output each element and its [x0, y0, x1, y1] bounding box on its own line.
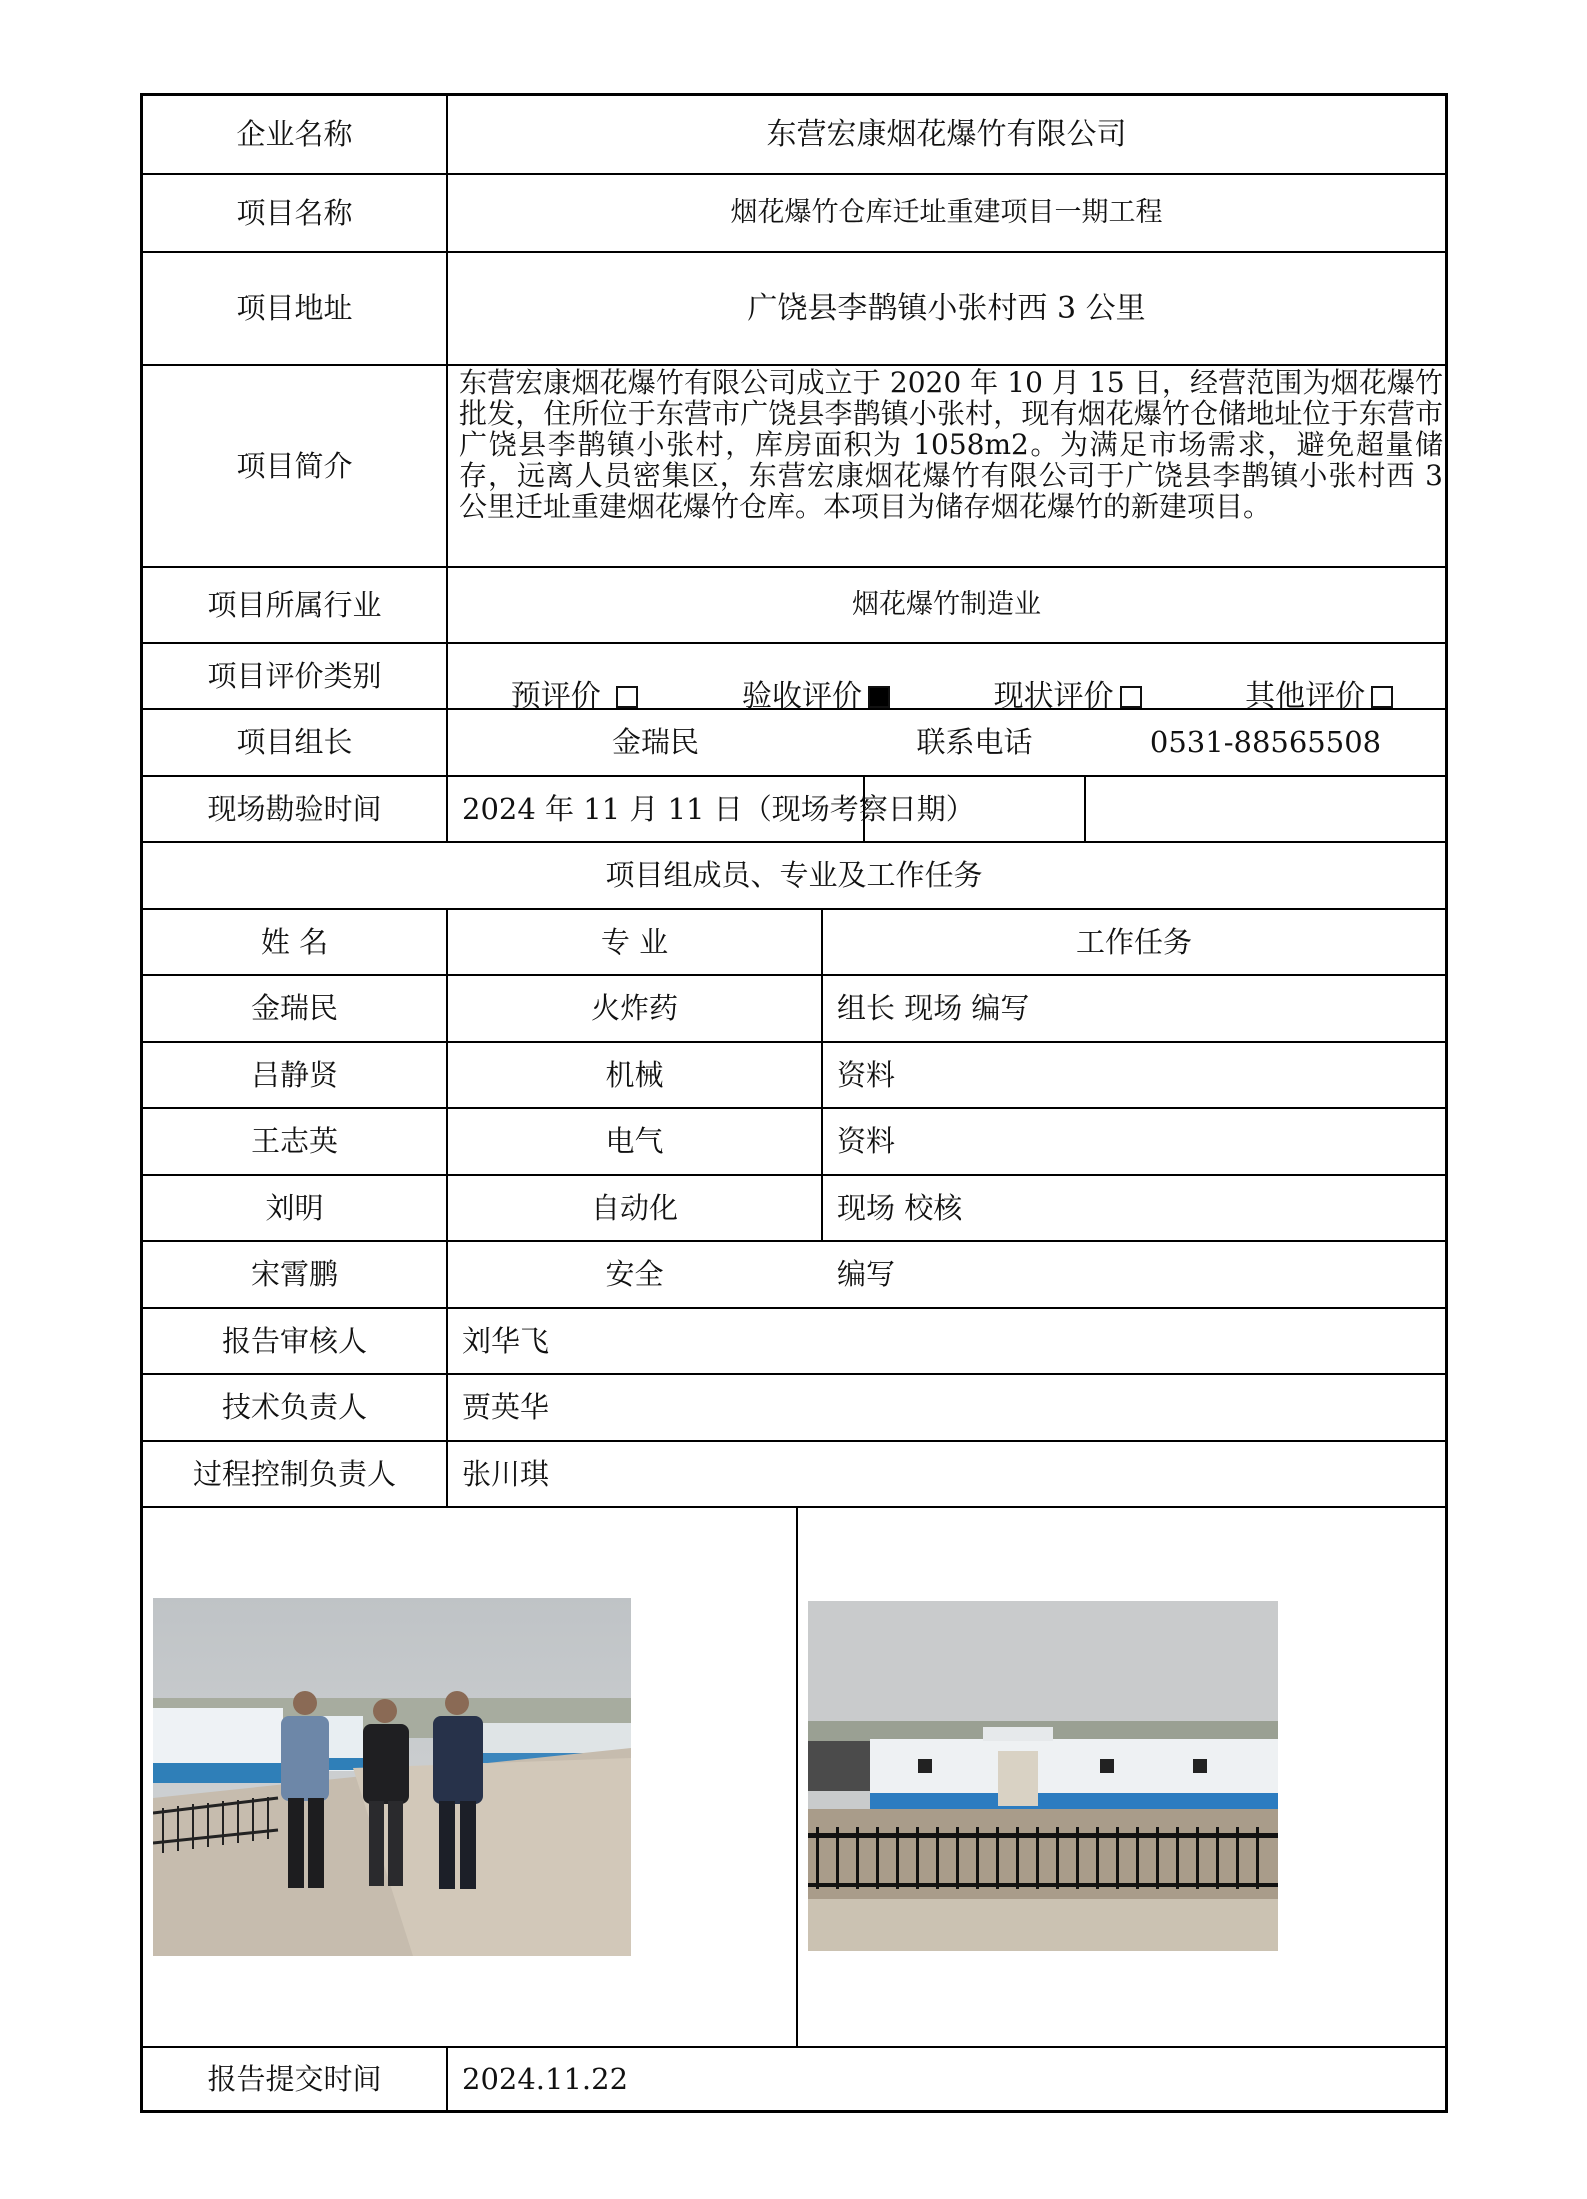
row-divider	[143, 1506, 1445, 1508]
member-task: 资料	[837, 1124, 896, 1159]
industry-value: 烟花爆竹制造业	[852, 588, 1041, 620]
members-header-major: 专 业	[600, 924, 669, 959]
member-task: 现场 校核	[837, 1190, 963, 1225]
survey-time-value: 2024 年 11 月 11 日（现场考察日期）	[462, 791, 975, 826]
leader-label: 项目组长	[236, 725, 353, 760]
member-major: 机械	[605, 1057, 664, 1092]
members-header-name: 姓 名	[260, 924, 329, 959]
submit-time-label: 报告提交时间	[207, 2061, 382, 2096]
reviewer-value: 刘华飞	[462, 1323, 550, 1358]
member-major: 电气	[605, 1124, 664, 1159]
evaluation-form-table	[140, 93, 1448, 2113]
site-photo-team-image	[153, 1598, 631, 1956]
project-intro-text: 东营宏康烟花爆竹有限公司成立于 2020 年 10 月 15 日，经营范围为烟花爆竹批发，住所位于东营市广饶县李鹊镇小张村，现有烟花爆竹仓储地址位于东营市广饶县李鹊镇小张村，库房面积为 1058m2。为满足市场需求，避免超量储存，远离人员密集区，东营宏康烟花爆竹有限公司于广饶县李鹊镇小张村西 3 公里迁址重建烟花爆竹仓库。本项目为储存烟花爆竹的新建项目。	[459, 366, 1443, 523]
member-task: 组长 现场 编写	[837, 991, 1030, 1026]
members-section-title: 项目组成员、专业及工作任务	[605, 858, 983, 893]
reviewer-label: 报告审核人	[221, 1323, 367, 1358]
project-intro-label: 项目简介	[236, 448, 353, 483]
company-label: 企业名称	[236, 117, 353, 152]
checkbox-unchecked-icon[interactable]	[1371, 686, 1393, 708]
member-task: 编写	[837, 1257, 896, 1292]
project-name-value: 烟花爆竹仓库迁址重建项目一期工程	[730, 196, 1163, 228]
checkbox-unchecked-icon[interactable]	[616, 686, 638, 708]
eval-option-acceptance[interactable]: 验收评价	[742, 671, 890, 715]
eval-option-other[interactable]: 其他评价	[1245, 671, 1393, 715]
member-name: 金瑞民	[250, 991, 338, 1026]
member-name: 王志英	[250, 1124, 338, 1159]
industry-label: 项目所属行业	[207, 587, 382, 622]
member-name: 吕静贤	[250, 1057, 338, 1092]
process-lead-label: 过程控制负责人	[192, 1456, 396, 1491]
leader-value: 金瑞民	[611, 725, 699, 760]
project-address-label: 项目地址	[236, 291, 353, 326]
site-photo-team	[153, 1598, 631, 1956]
member-task: 资料	[837, 1057, 896, 1092]
col-divider	[796, 1506, 798, 2046]
project-name-label: 项目名称	[236, 195, 353, 230]
members-header-task: 工作任务	[1075, 924, 1192, 959]
eval-option-pre[interactable]: 预评价	[511, 671, 639, 715]
phone-label: 联系电话	[916, 725, 1033, 760]
eval-option-status[interactable]: 现状评价	[994, 671, 1142, 715]
tech-lead-value: 贾英华	[462, 1390, 550, 1425]
company-value: 东营宏康烟花爆竹有限公司	[766, 116, 1127, 152]
member-major: 自动化	[590, 1190, 678, 1225]
eval-type-label: 项目评价类别	[207, 658, 382, 693]
member-major: 火炸药	[590, 991, 678, 1026]
phone-value: 0531-88565508	[1149, 725, 1382, 760]
project-address-value: 广饶县李鹊镇小张村西 3 公里	[747, 290, 1146, 326]
survey-time-label: 现场勘验时间	[207, 791, 382, 826]
site-photo-warehouse	[808, 1601, 1278, 1951]
member-name: 刘明	[265, 1190, 324, 1225]
checkbox-unchecked-icon[interactable]	[1120, 686, 1142, 708]
member-name: 宋霄鹏	[250, 1257, 338, 1292]
submit-time-value: 2024.11.22	[462, 2061, 629, 2096]
site-photo-warehouse-image	[808, 1601, 1278, 1951]
tech-lead-label: 技术负责人	[221, 1390, 367, 1425]
checkbox-checked-icon[interactable]	[868, 686, 890, 708]
member-major: 安全	[605, 1257, 664, 1292]
process-lead-value: 张川琪	[462, 1456, 550, 1491]
